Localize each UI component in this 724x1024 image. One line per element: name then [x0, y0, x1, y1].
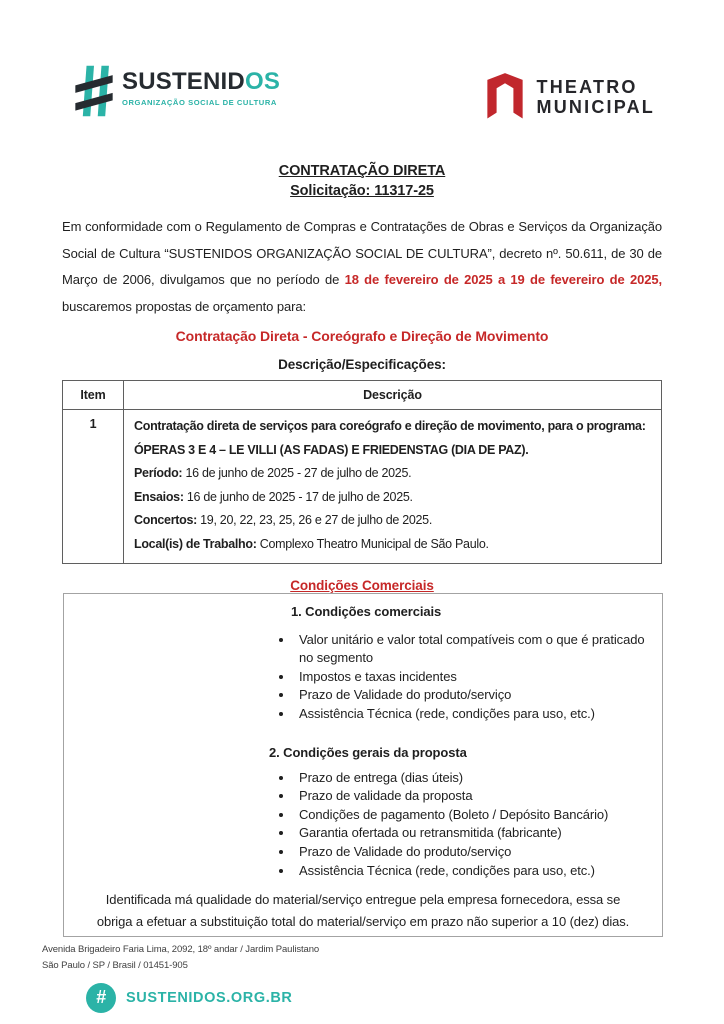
footer-address [42, 942, 724, 973]
description-line: Ensaios: 16 de junho de 2025 - 17 de julho de 2025. [134, 489, 413, 504]
bullet-item: • Prazo de Validade do produto/serviço [294, 686, 662, 705]
sustenidos-tagline: ORGANIZAÇÃO SOCIAL DE CULTURA [122, 98, 277, 107]
commercial-conditions-title: Condições Comerciais [290, 577, 434, 593]
title-line-2: Solicitação: 11317-25 [290, 182, 434, 199]
table-header-row [63, 381, 662, 410]
column-header-descricao: Descrição [124, 381, 662, 410]
address-line-1: Avenida Brigadeiro Faria Lima, 2092, 18º andar / Jardim Paulistano [42, 944, 320, 956]
table-row [63, 410, 662, 564]
description-line: Concertos: 19, 20, 22, 23, 25, 26 e 27 de julho de 2025. [134, 513, 433, 528]
theatro-wordmark: THEATRO MUNICIPAL [536, 77, 655, 117]
section2-bullet-list [276, 769, 662, 881]
description-table [62, 380, 662, 564]
spec-heading: Descrição/Especificações: [278, 357, 446, 372]
description-cell [124, 410, 662, 564]
bullet-item: • Garantia ofertada ou retransmitida (fabricante) [294, 824, 662, 843]
sustenidos-wordmark: SUSTENIDOS [122, 68, 281, 95]
sustenidos-logo [75, 63, 280, 124]
title-line-1: CONTRATAÇÃO DIRETA [278, 163, 446, 179]
bullet-item: • Assistência Técnica (rede, condições para uso, etc.) [294, 705, 662, 724]
bullet-item: • Impostos e taxas incidentes [294, 668, 662, 687]
bullet-item: • Valor unitário e valor total compatíveis com o que é praticado no segmento [294, 631, 662, 668]
address-line-2: São Paulo / SP / Brasil / 01451-905 [42, 959, 188, 971]
footer-site-text: SUSTENIDOS.ORG.BR [126, 990, 293, 1007]
intro-paragraph: Em conformidade com o Regulamento de Compras e Contratações de Obras e Serviços da Organização Social de Cultura “SUSTENIDOS ORGANIZAÇÃO SOCIAL DE CULTURA”, decreto nº. 50.611, de 30 de Março de 2006, divulgamos que no período de 18 de fevereiro de 2025 a 19 de fevereiro de 2025, buscaremos propostas de orçamento para: [62, 219, 662, 314]
bullet-item: • Prazo de Validade do produto/serviço [294, 843, 662, 862]
theatro-municipal-logo [484, 71, 655, 124]
bullet-item: • Condições de pagamento (Boleto / Depósito Bancário) [294, 806, 662, 825]
arch-icon [484, 71, 526, 124]
item-number-cell: 1 [63, 410, 124, 564]
document-header [0, 0, 724, 135]
document-title [0, 162, 724, 201]
quality-note: Identificada má qualidade do material/serviço entregue pela empresa fornecedora, essa se obriga a efetuar a substituição total do material/serviço em prazo não superior a 10 (dez) dias. [96, 892, 630, 929]
hash-circle-icon: # [86, 983, 116, 1013]
hash-icon [75, 63, 113, 124]
section2-heading: 2. Condições gerais da proposta [269, 744, 467, 760]
description-line: Contratação direta de serviços para coreógrafo e direção de movimento, para o programa: [134, 419, 646, 433]
section1-bullet-list [276, 631, 662, 724]
document-footer [42, 942, 724, 1013]
description-line: ÓPERAS 3 E 4 – LE VILLI (AS FADAS) E FRIEDENSTAG (DIA DE PAZ). [134, 442, 529, 457]
column-header-item: Item [63, 381, 124, 410]
contract-heading: Contratação Direta - Coreógrafo e Direção de Movimento [175, 328, 549, 344]
section1-heading: 1. Condições comerciais [291, 603, 442, 619]
description-line: Local(is) de Trabalho: Complexo Theatro Municipal de São Paulo. [134, 536, 489, 551]
bullet-item: • Prazo de validade da proposta [294, 787, 662, 806]
description-line: Período: 16 de junho de 2025 - 27 de julho de 2025. [134, 466, 412, 481]
footer-logo [86, 983, 724, 1013]
bullet-item: • Prazo de entrega (dias úteis) [294, 769, 662, 788]
bullet-item: • Assistência Técnica (rede, condições para uso, etc.) [294, 862, 662, 881]
highlighted-dates: 18 de fevereiro de 2025 a 19 de fevereiro de 2025, [344, 272, 662, 287]
commercial-conditions-box [63, 593, 663, 938]
